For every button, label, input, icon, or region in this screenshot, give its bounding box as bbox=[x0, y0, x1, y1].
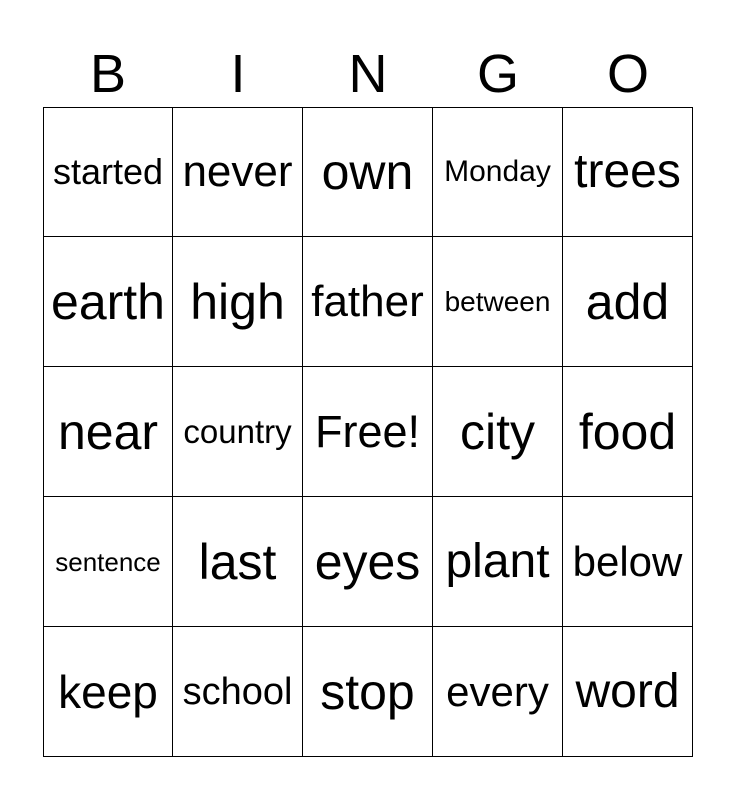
bingo-cell: last bbox=[173, 497, 303, 627]
bingo-cell: never bbox=[173, 107, 303, 237]
header-letter-n: N bbox=[348, 44, 388, 104]
bingo-cell: food bbox=[563, 367, 693, 497]
bingo-cell: city bbox=[433, 367, 563, 497]
bingo-cell: below bbox=[563, 497, 693, 627]
bingo-cell: trees bbox=[563, 107, 693, 237]
bingo-cell: stop bbox=[303, 627, 433, 757]
bingo-cell: father bbox=[303, 237, 433, 367]
bingo-cell: every bbox=[433, 627, 563, 757]
bingo-cell: Monday bbox=[433, 107, 563, 237]
bingo-cell: started bbox=[43, 107, 173, 237]
header-letter-o: O bbox=[606, 44, 649, 104]
bingo-board bbox=[43, 107, 693, 757]
header-letter-g: G bbox=[476, 44, 519, 104]
bingo-cell: earth bbox=[43, 237, 173, 367]
bingo-cell: between bbox=[433, 237, 563, 367]
bingo-cell: plant bbox=[433, 497, 563, 627]
bingo-cell: high bbox=[173, 237, 303, 367]
bingo-cell: add bbox=[563, 237, 693, 367]
free-space: Free! bbox=[303, 367, 433, 497]
bingo-cell: eyes bbox=[303, 497, 433, 627]
bingo-cell: school bbox=[173, 627, 303, 757]
bingo-cell: keep bbox=[43, 627, 173, 757]
header-letter-i: I bbox=[230, 44, 246, 104]
bingo-cell: near bbox=[43, 367, 173, 497]
bingo-header bbox=[43, 40, 693, 108]
bingo-cell: word bbox=[563, 627, 693, 757]
header-letter-b: B bbox=[89, 44, 127, 104]
bingo-cell: own bbox=[303, 107, 433, 237]
bingo-cell: sentence bbox=[43, 497, 173, 627]
bingo-cell: country bbox=[173, 367, 303, 497]
